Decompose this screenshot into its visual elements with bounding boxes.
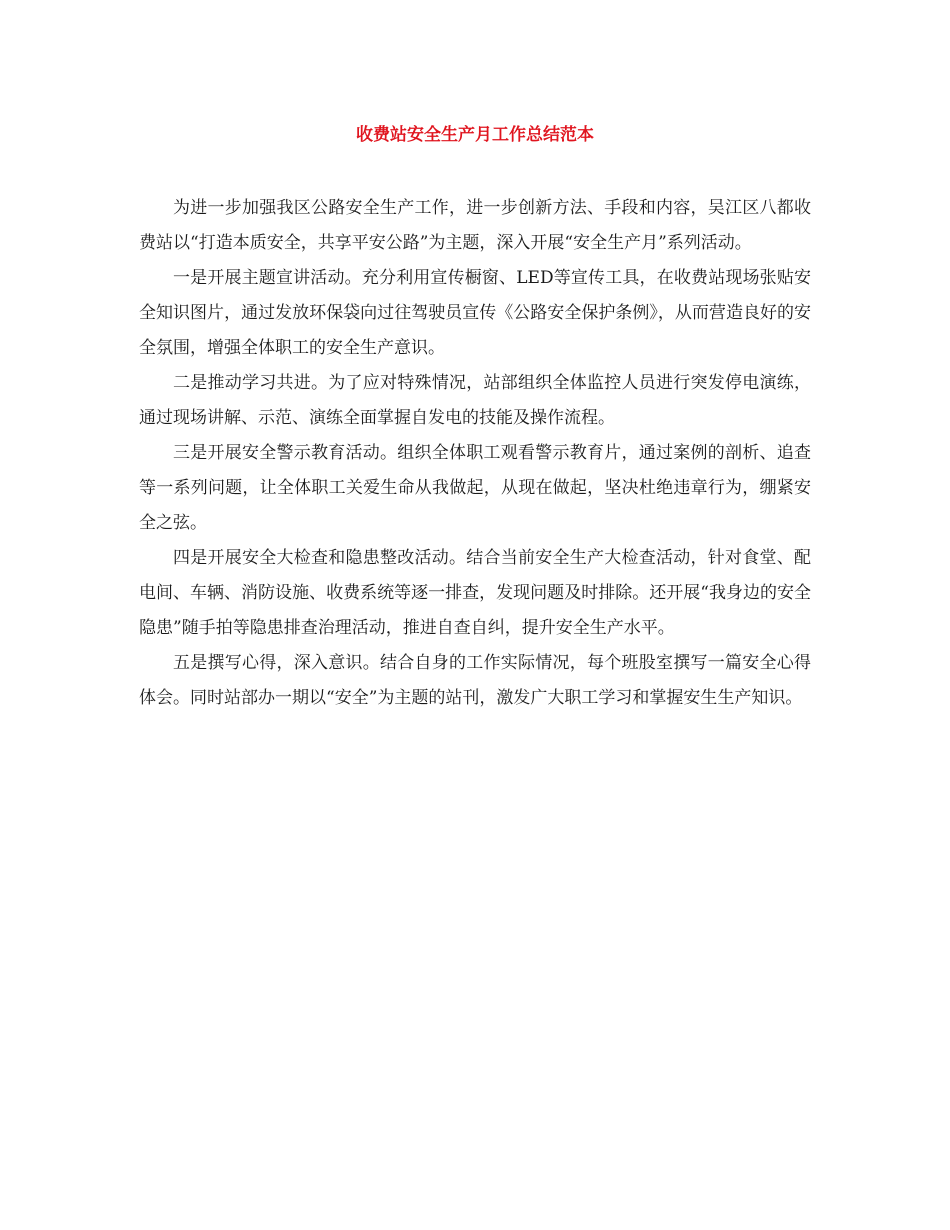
paragraph-intro: 为进一步加强我区公路安全生产工作，进一步创新方法、手段和内容，吴江区八都收费站以“打造本质安全，共享平安公路”为主题，深入开展“安全生产月”系列活动。 [139, 198, 811, 253]
paragraph-item-5: 五是撰写心得，深入意识。结合自身的工作实际情况，每个班股室撰写一篇安全心得体会。同时站部办一期以“安全”为主题的站刊，激发广大职工学习和掌握安生生产知识。 [139, 653, 811, 708]
document-title: 收费站安全生产月工作总结范本 [356, 125, 594, 145]
paragraph-item-3: 三是开展安全警示教育活动。组织全体职工观看警示教育片，通过案例的剖析、追查等一系列问题，让全体职工关爱生命从我做起，从现在做起，坚决杜绝违章行为，绷紧安全之弦。 [139, 443, 811, 533]
paragraph-item-4: 四是开展安全大检查和隐患整改活动。结合当前安全生产大检查活动，针对食堂、配电间、车辆、消防设施、收费系统等逐一排查，发现问题及时排除。还开展“我身边的安全隐患”随手拍等隐患排查治理活动，推进自查自纠，提升安全生产水平。 [139, 548, 811, 638]
document-body [139, 191, 811, 716]
paragraph-item-1: 一是开展主题宣讲活动。充分利用宣传橱窗、LED等宣传工具，在收费站现场张贴安全知识图片，通过发放环保袋向过往驾驶员宣传《公路安全保护条例》，从而营造良好的安全氛围，增强全体职工的安全生产意识。 [139, 268, 811, 358]
paragraph-item-2: 二是推动学习共进。为了应对特殊情况，站部组织全体监控人员进行突发停电演练，通过现场讲解、示范、演练全面掌握自发电的技能及操作流程。 [139, 373, 811, 428]
